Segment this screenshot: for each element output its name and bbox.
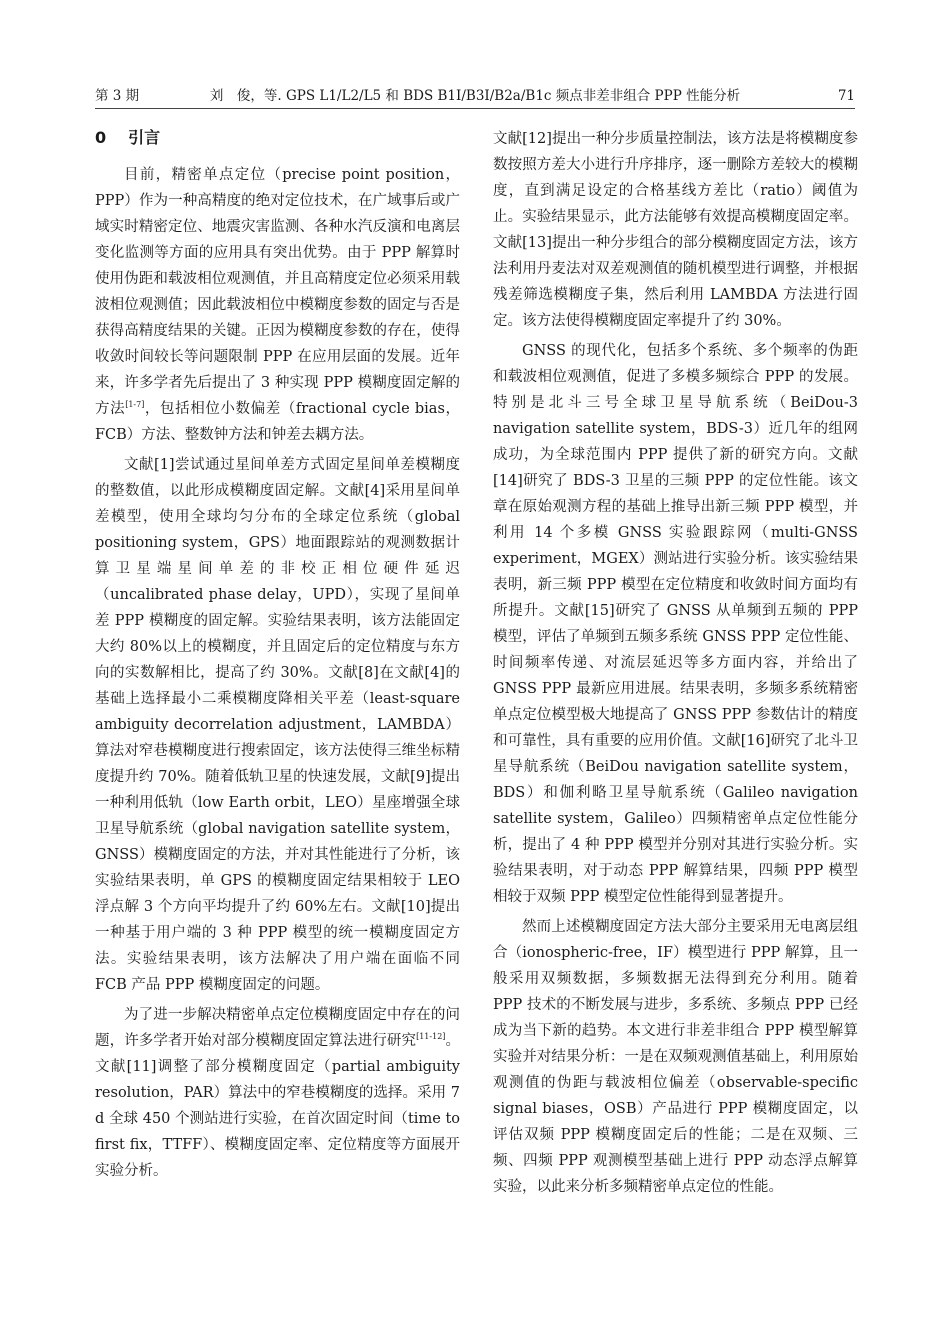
paragraph xyxy=(493,338,858,910)
paragraph xyxy=(493,914,858,1200)
paragraph xyxy=(95,452,460,998)
paragraph-text: GNSS 的现代化，包括多个系统、多个频率的伪距和载波相位观测值，促进了多模多频综合 PPP 的发展。特别是北斗三号全球卫星导航系统（BeiDou-3 navigation satellite system，BDS-3）近几年的组网成功，为全球范围内 PPP 提供了新的研究方向。文献[14]研究了 BDS-3 卫星的三频 PPP 的定位性能。该文章在原始观测方程的基础上推导出新三频 PPP 模型，并利用 14 个多模 GNSS 实验跟踪网（multi-GNSS experiment，MGEX）测站进行实验分析。该实验结果表明，新三频 PPP 模型在定位精度和收敛时间方面均有所提升。文献[15]研究了 GNSS 从单频到五频的 PPP 模型，评估了单频到五频多系统 GNSS PPP 定位性能、时间频率传递、对流层延迟等多方面内容，并给出了 GNSS PPP 最新应用进展。结果表明，多频多系统精密单点定位模型极大地提高了 GNSS PPP 参数估计的精度和可靠性，具有重要的应用价值。文献[16]研究了北斗卫星导航系统（BeiDou navigation satellite system，BDS）和伽利略卫星导航系统（Galileo navigation satellite system，Galileo）四频精密单点定位性能分析，提出了 4 种 PPP 模型并分别对其进行实验分析。实验结果表明，对于动态 PPP 解算结果，四频 PPP 模型相较于双频 PPP 模型定位性能得到显著提升。 xyxy=(493,343,858,905)
citation-superscript: [11-12] xyxy=(416,1032,446,1041)
left-column xyxy=(95,126,460,1188)
section-heading xyxy=(95,126,460,150)
paragraph xyxy=(95,162,460,448)
paragraph xyxy=(95,1002,460,1184)
section-number: 0 xyxy=(95,128,107,147)
issue-number: 第 3 期 xyxy=(95,88,140,104)
paragraph-text: 目前，精密单点定位（precise point position，PPP）作为一种高精度的绝对定位技术，在广域事后或广域实时精密定位、地震灾害监测、各种水汽反演和电离层变化监测等方面的应用具有突出优势。由于 PPP 解算时使用伪距和载波相位观测值，并且高精度定位必须采用载波相位观测值；因此载波相位中模糊度参数的固定与否是获得高精度结果的关键。正因为模糊度参数的存在，使得收敛时间较长等问题限制 PPP 在应用层面的发展。近年来，许多学者先后提出了 3 种实现 PPP 模糊度固定解的方法 xyxy=(95,167,460,417)
page-number: 71 xyxy=(837,88,855,104)
paragraph-text: 。文献[11]调整了部分模糊度固定（partial ambiguity resolution，PAR）算法中的窄巷模糊度的选择。采用 7 d 全球 450 个测站进行实验，在首次固定时间（time to first fix，TTFF）、模糊度固定率、定位精度等方面展开实验分析。 xyxy=(95,1033,461,1179)
paragraph-text: 文献[12]提出一种分步质量控制法，该方法是将模糊度参数按照方差大小进行升序排序，逐一删除方差较大的模糊度，直到满足设定的合格基线方差比（ratio）阈值为止。实验结果显示，此方法能够有效提高模糊度固定率。文献[13]提出一种分步组合的部分模糊度固定方法，该方法利用丹麦法对双差观测值的随机模型进行调整，并根据残差筛选模糊度子集，然后利用 LAMBDA 方法进行固定。该方法使得模糊度固定率提升了约 30%。 xyxy=(493,131,858,329)
paragraph-text: 为了进一步解决精密单点定位模糊度固定中存在的问题，许多学者开始对部分模糊度固定算法进行研究 xyxy=(95,1007,460,1049)
paragraph-text: 然而上述模糊度固定方法大部分主要采用无电离层组合（ionospheric-free，IF）模型进行 PPP 解算，且一般采用双频数据，多频数据无法得到充分利用。随着 PPP 技术的不断发展与进步，多系统、多频点 PPP 已经成为当下新的趋势。本文进行非差非组合 PPP 模型解算实验并对结果分析：一是在双频观测值基础上，利用原始观测值的伪距与载波相位偏差（observable-specific signal biases，OSB）产品进行 PPP 模糊度固定，以评估双频 PPP 模糊度固定后的性能；二是在双频、三频、四频 PPP 观测模型基础上进行 PPP 动态浮点解算实验，以此来分析多频精密单点定位的性能。 xyxy=(493,919,858,1195)
running-header xyxy=(95,86,855,109)
citation-superscript: [1-7] xyxy=(125,400,145,409)
paragraph-text: ，包括相位小数偏差（fractional cycle bias，FCB）方法、整数钟方法和钟差去耦方法。 xyxy=(95,401,460,443)
paragraph-text: 文献[1]尝试通过星间单差方式固定星间单差模糊度的整数值，以此形成模糊度固定解。文献[4]采用星间单差模型，使用全球均匀分布的全球定位系统（global positioning system，GPS）地面跟踪站的观测数据计算卫星端星间单差的非校正相位硬件延迟（uncalibrated phase delay，UPD），实现了星间单差 PPP 模糊度的固定解。实验结果表明，该方法能固定大约 80%以上的模糊度，并且固定后的定位精度与东方向的实数解相比，提高了约 30%。文献[8]在文献[4]的基础上选择最小二乘模糊度降相关平差（least-square ambiguity decorrelation adjustment，LAMBDA）算法对窄巷模糊度进行搜索固定，该方法使得三维坐标精度提升约 70%。随着低轨卫星的快速发展，文献[9]提出一种利用低轨（low Earth orbit，LEO）星座增强全球卫星导航系统（global navigation satellite system，GNSS）模糊度固定的方法，并对其性能进行了分析，该实验结果表明，单 GPS 的模糊度固定结果相较于 LEO 浮点解 3 个方向平均提升了约 60%左右。文献[10]提出一种基于用户端的 3 种 PPP 模型的统一模糊度固定方法。实验结果表明，该方法解决了用户端在面临不同 FCB 产品 PPP 模糊度固定的问题。 xyxy=(95,457,460,993)
paragraph xyxy=(493,126,858,334)
running-title: 刘 俊，等. GPS L1/L2/L5 和 BDS B1I/B3I/B2a/B1c 频点非差非组合 PPP 性能分析 xyxy=(209,88,741,104)
right-column xyxy=(493,126,858,1204)
section-title: 引言 xyxy=(128,128,161,147)
